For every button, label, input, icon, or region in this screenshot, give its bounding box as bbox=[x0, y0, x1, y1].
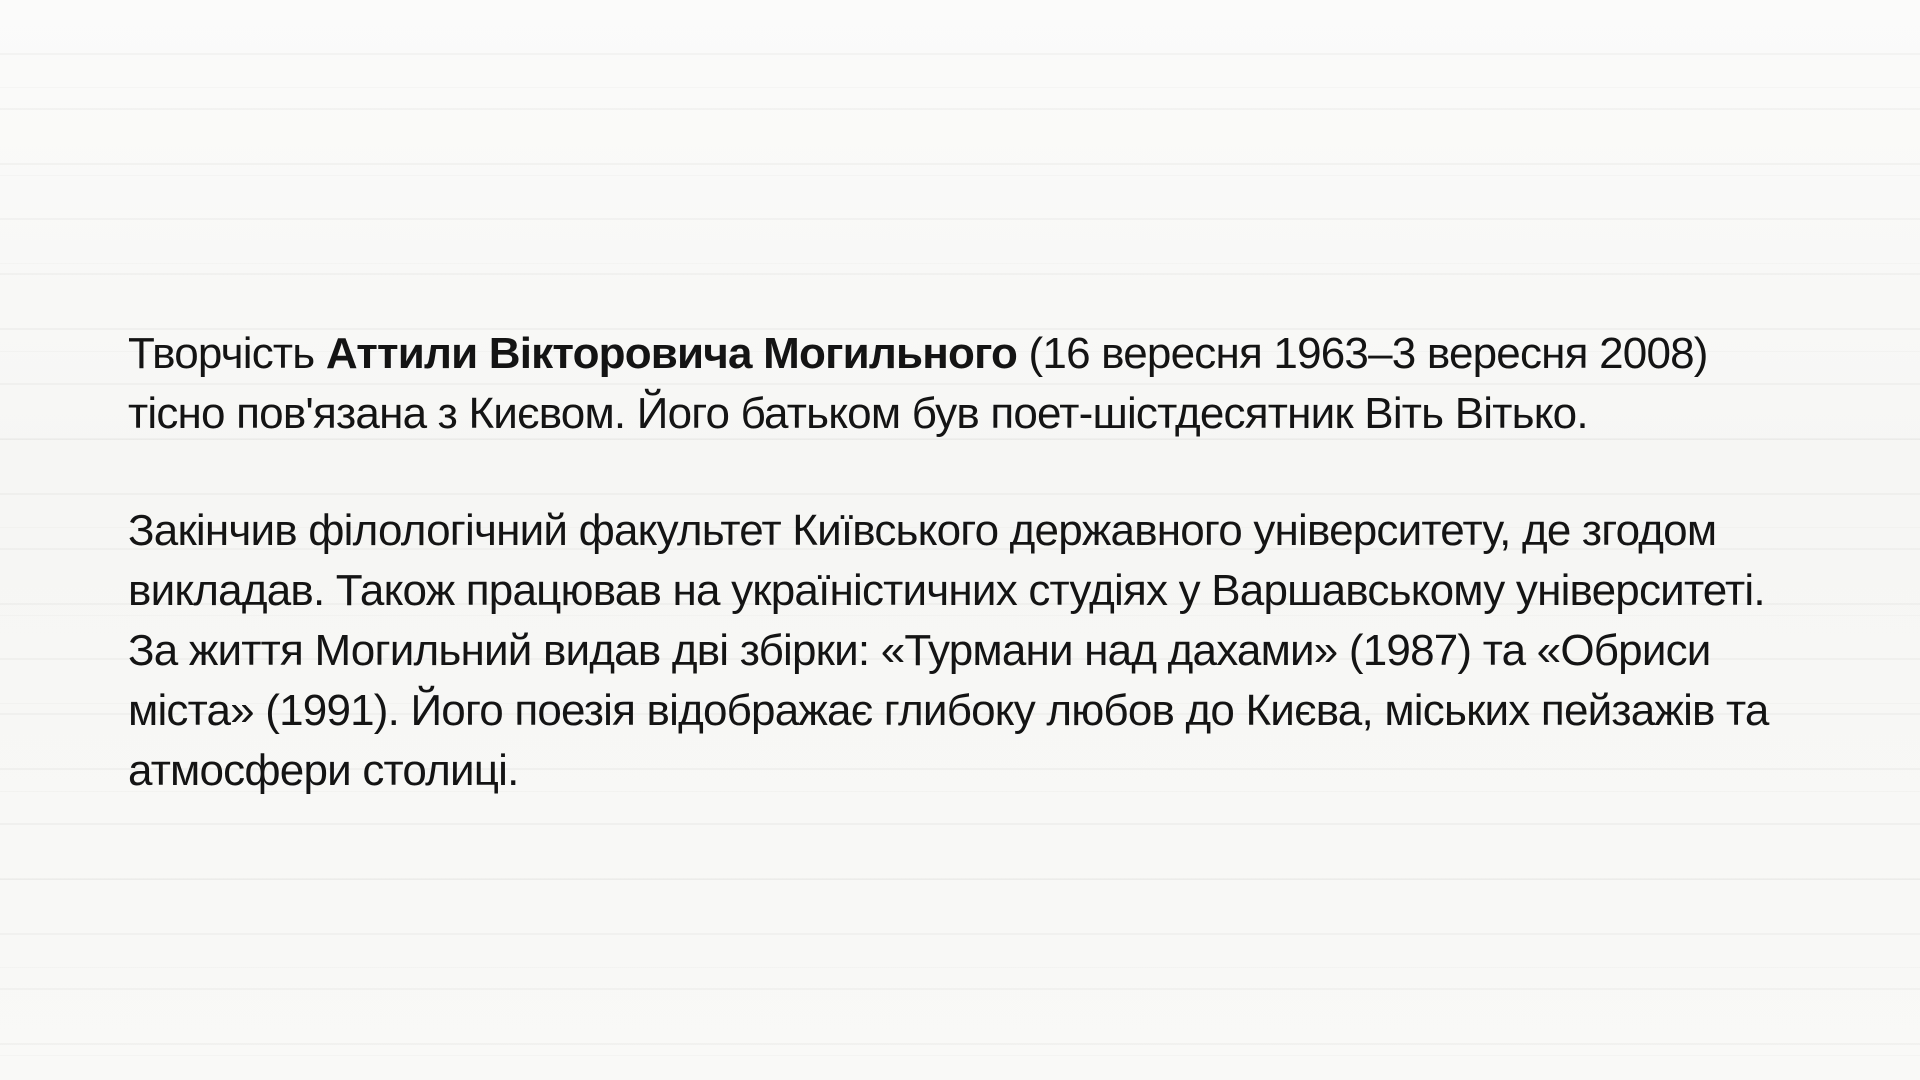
paragraph-1 bbox=[128, 324, 1808, 444]
paragraph-1-suffix: (16 вересня 1963–3 вересня 2008) тісно пов'язана з Києвом. Його батьком був поет-шістдесятник Віть Вітько. bbox=[128, 329, 1708, 438]
paragraph-1-prefix: Творчість bbox=[128, 329, 326, 378]
paragraph-2: Закінчив філологічний факультет Київського державного університету, де згодом викладав. Також працював на україністичних студіях у Варшавському університеті. За життя Могильний видав дві збірки: «Турмани над дахами» (1987) та «Обриси міста» (1991). Його поезія відображає глибоку любов до Києва, міських пейзажів та атмосфери столиці. bbox=[128, 506, 1769, 795]
biography-text bbox=[128, 324, 1808, 801]
person-name-bold: Аттили Вікторовича Могильного bbox=[325, 329, 1018, 378]
